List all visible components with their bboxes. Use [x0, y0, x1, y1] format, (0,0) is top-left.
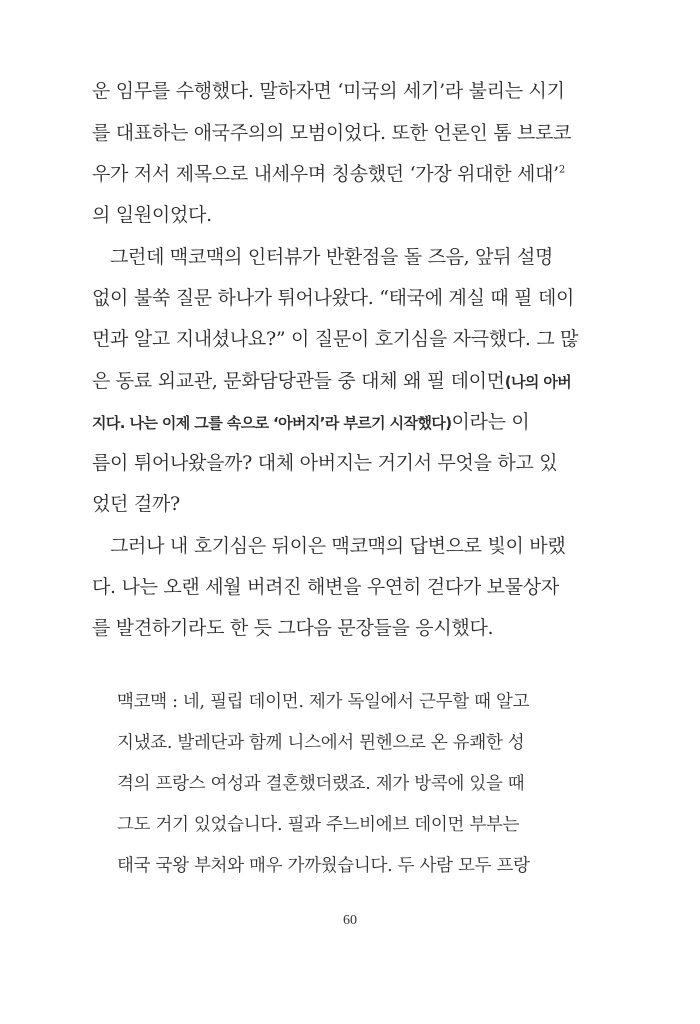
text-line: 먼과 알고 지내셨나요?” 이 질문이 호기심을 자극했다. 그 많 — [92, 328, 579, 350]
quote-line: 맥코맥 : 네, 필립 데이먼. 제가 독일에서 근무할 때 알고 — [117, 692, 530, 712]
text-span: 은 동료 외교관, 문화담당관들 중 대체 왜 필 데이먼 — [92, 370, 505, 392]
page-number: 60 — [343, 913, 357, 928]
footnote-marker: 2 — [558, 164, 565, 176]
author-note: 지다. 나는 이제 그를 속으로 ‘아버지’라 부르기 시작했다) — [92, 414, 452, 432]
text-line: 그러나 내 호기심은 뒤이은 맥코맥의 답변으로 빛이 바랬 — [110, 535, 566, 557]
quote-line: 그도 거기 있었습니다. 필과 주느비에브 데이먼 부부는 — [117, 815, 520, 835]
text-span: 이라는 이 — [451, 411, 530, 433]
text-line — [92, 410, 564, 435]
author-note: (나의 아버 — [504, 373, 572, 391]
text-line — [92, 162, 564, 186]
text-line — [92, 369, 572, 394]
text-line: 다. 나는 오랜 세월 버려진 해변을 우연히 걷다가 보물상자 — [92, 576, 559, 598]
quote-line: 격의 프랑스 여성과 결혼했더랬죠. 제가 방콕에 있을 때 — [117, 774, 525, 794]
quote-line: 태국 국왕 부처와 매우 가까웠습니다. 두 사람 모두 프랑 — [117, 856, 530, 876]
text-line: 그런데 맥코맥의 인터뷰가 반환점을 돌 즈음, 앞뒤 설명 — [110, 246, 554, 268]
text-line: 를 발견하기라도 한 듯 그다음 문장들을 응시했다. — [92, 617, 494, 639]
quote-line: 지냈죠. 발레단과 함께 니스에서 뮌헨으로 온 유쾌한 성 — [117, 733, 525, 753]
text-line: 의 일원이었다. — [92, 204, 212, 226]
text-line: 었던 걸까? — [92, 493, 180, 515]
text-span: 우가 저서 제목으로 내세우며 칭송했던 ‘가장 위대한 세대’ — [92, 163, 559, 185]
text-line: 를 대표하는 애국주의의 모범이었다. 또한 언론인 톰 브로코 — [92, 122, 572, 144]
text-line: 운 임무를 수행했다. 말하자면 ‘미국의 세기’라 불리는 시기 — [92, 80, 565, 102]
text-line: 름이 튀어나왔을까? 대체 아버지는 거기서 무엇을 하고 있 — [92, 452, 558, 474]
text-line: 없이 불쑥 질문 하나가 튀어나왔다. “태국에 계실 때 필 데이 — [92, 287, 575, 309]
